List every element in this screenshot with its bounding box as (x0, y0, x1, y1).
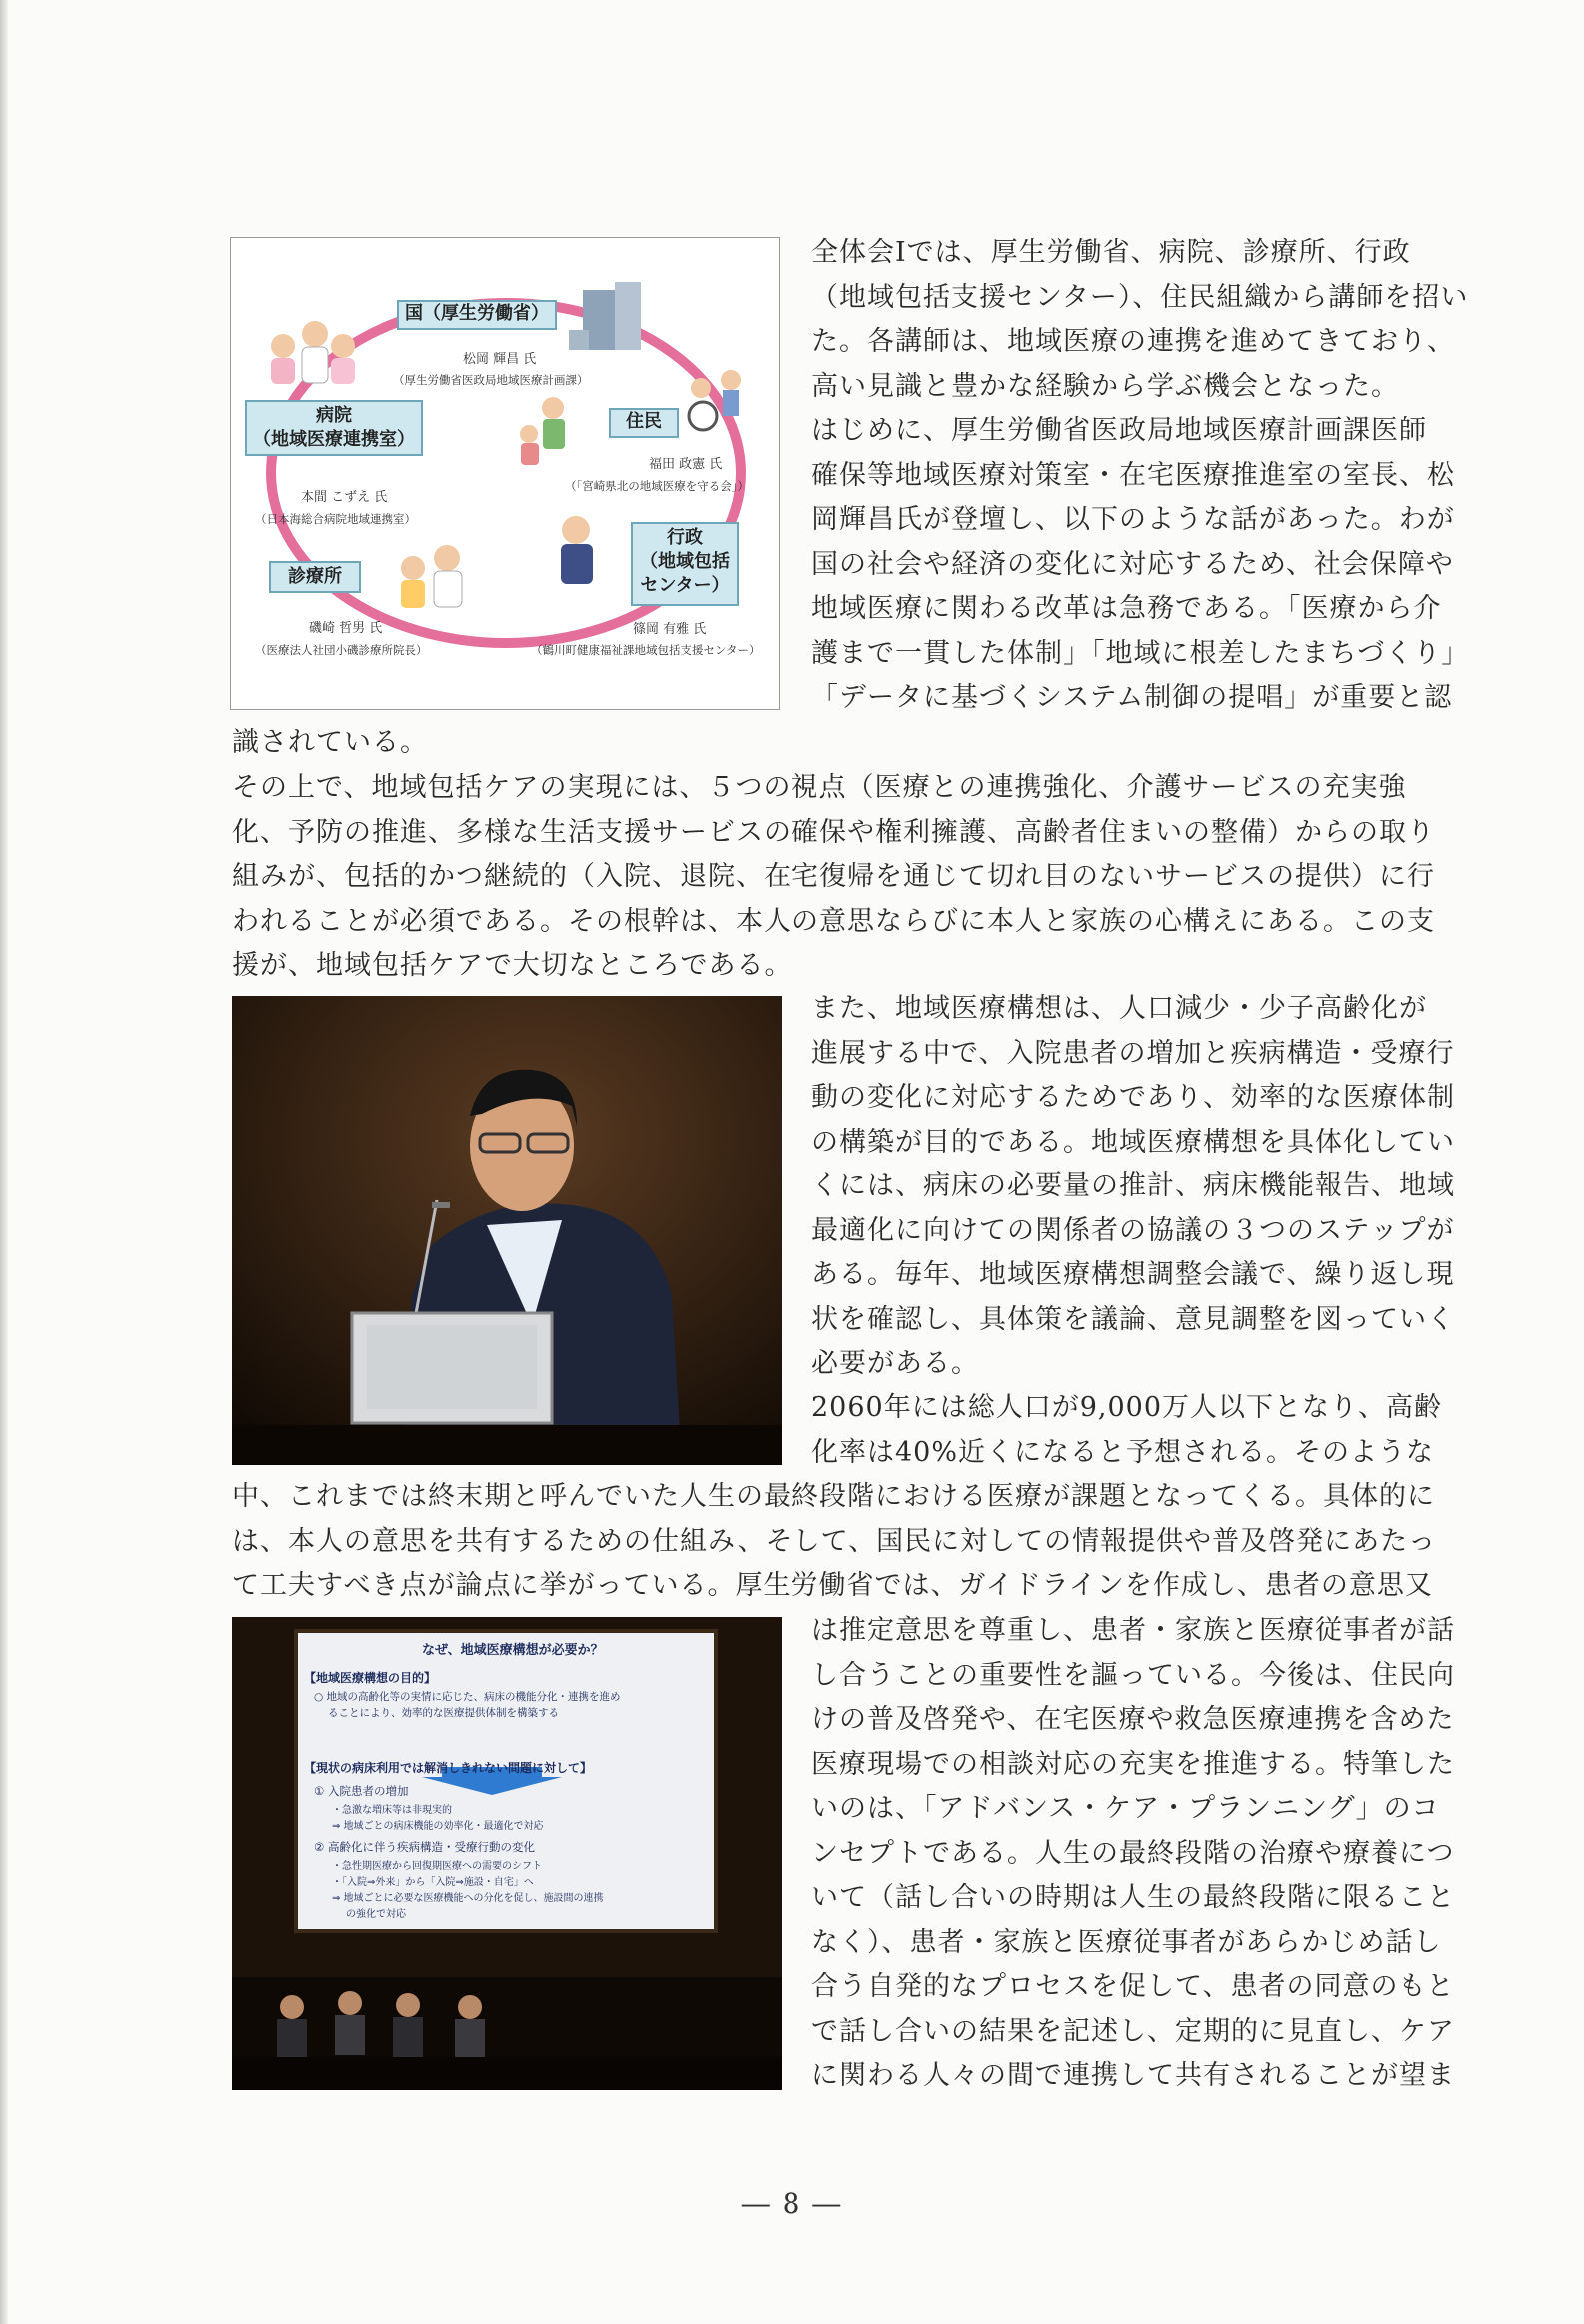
lecture-slide-photo (232, 1617, 782, 2090)
administration-affiliation: （鶴川町健康福祉課地域包括支援センター） (531, 643, 761, 657)
paragraph-speaker-matsuoka (811, 409, 1487, 721)
slide-line: の強化で対応 (346, 1909, 406, 1920)
text-line: に関わる人々の間で連携して共有されることが望ま (811, 2060, 1455, 2091)
clinic-affiliation: （医療法人社団小磯診療所院長） (255, 643, 428, 657)
text-line: また、地域医療構想は、人口減少・少子高齢化が (811, 993, 1427, 1024)
text-line: くには、病床の必要量の推計、病床機能報告、地域 (811, 1170, 1455, 1201)
text-line: 岡輝昌氏が登壇し、以下のような話があった。わが (811, 504, 1455, 535)
text-line: 護まで一貫した体制」「地域に根差したまちづくり」 (811, 637, 1470, 669)
text-line: ある。毎年、地域医療構想調整会議で、繰り返し現 (811, 1259, 1455, 1290)
paragraph-end-of-life (232, 1475, 1487, 1609)
text-line: ンセプトである。人生の最終段階の治療や療養につ (811, 1837, 1455, 1869)
paragraph-intro (811, 231, 1487, 409)
administration-label-line2: （地域包括 (640, 551, 730, 572)
text-line: 2060年には総人口が9,000万人以下となり、高齢 (811, 1392, 1443, 1423)
paragraph-regional-plan (811, 987, 1487, 1387)
administration-label-line1: 行政 (667, 527, 703, 548)
paragraph-acp (811, 1609, 1487, 2099)
slide-line: ① 入院患者の増加 (314, 1784, 409, 1798)
slide-line: ○ 地域の高齢化等の実情に応じた、病床の機能分化・連携を進め (314, 1691, 621, 1703)
text-line: けの普及啓発や、在宅医療や救急医療連携を含めた (811, 1704, 1455, 1735)
slide-line: ・「入院⇒外来」から「入院⇒施設・自宅」へ (332, 1877, 534, 1888)
text-line: た。各講師は、地域医療の連携を進めてきており、 (811, 326, 1455, 357)
text-line: 中、これまでは終末期と呼んでいた人生の最終段階における医療が課題となってくる。具体的に (232, 1481, 1435, 1512)
slide-title: なぜ、地域医療構想が必要か？ (422, 1643, 604, 1658)
administration-person: 篠岡 有雅 氏 (633, 622, 707, 637)
speaker-photo-image (232, 996, 782, 1465)
text-line: 国の社会や経済の変化に対応するため、社会保障や (811, 548, 1454, 580)
page-number: ― 8 ― (741, 2187, 843, 2220)
administration-label-line3: センター） (640, 575, 730, 596)
clinic-label: 診療所 (269, 561, 361, 593)
slide-line: ② 高齢化に伴う疾病構造・受療行動の変化 (314, 1840, 535, 1854)
text-line: は推定意思を尊重し、患者・家族と医療従事者が話 (811, 1615, 1455, 1646)
clinic-person: 磯崎 哲男 氏 (309, 621, 383, 636)
text-line: いて（話し合いの時期は人生の最終段階に限ること (811, 1882, 1455, 1913)
text-line: 援が、地域包括ケアで大切なところである。 (232, 950, 792, 981)
slide-line: ることにより、効率的な医療提供体制を構築する (328, 1707, 559, 1719)
text-line: 医療現場での相談対応の充実を推進する。特筆した (811, 1748, 1455, 1780)
paragraph-population (811, 1386, 1487, 1475)
government-label: 国（厚生労働省） (397, 300, 557, 330)
text-line: 動の変化に対応するためであり、効率的な医療体制 (811, 1082, 1455, 1113)
hospital-label (245, 400, 423, 456)
resident-person: 福田 政憲 氏 (649, 457, 723, 472)
text-line: いのは、「アドバンス・ケア・プランニング」のコ (811, 1793, 1440, 1824)
resident-label: 住民 (609, 408, 679, 438)
text-line: 化、予防の推進、多様な生活支援サービスの確保や権利擁護、高齢者住まいの整備）からの取り (232, 816, 1435, 848)
text-line: われることが必須である。その根幹は、本人の意思ならびに本人と家族の心構えにある。この支 (232, 905, 1435, 937)
text-line: 合う自発的なプロセスを促して、患者の同意のもと (811, 1971, 1455, 2002)
hospital-person: 本間 こずえ 氏 (301, 490, 388, 505)
text-line: し合うことの重要性を謳っている。今後は、住民向 (811, 1659, 1455, 1691)
speaker-photo (232, 996, 782, 1465)
text-line: 高い見識と豊かな経験から学ぶ機会となった。 (811, 370, 1399, 402)
text-line: 状を確認し、具体策を議論、意見調整を図っていく (811, 1303, 1455, 1335)
slide-line: ⇒ 地域ごとに必要な医療機能への分化を促し、施設間の連携 (332, 1893, 604, 1904)
text-line: 組みが、包括的かつ継続的（入院、退院、在宅復帰を通じて切れ目のないサービスの提供）に行 (232, 861, 1435, 892)
text-line: 「データに基づくシステム制御の提唱」が重要と認 (811, 682, 1453, 713)
slide-heading-purpose: 【地域医療構想の目的】 (304, 1671, 437, 1685)
slide-line: ・急性期医療から回復期医療への需要のシフト (332, 1861, 542, 1872)
text-line: その上で、地域包括ケアの実現には、５つの視点（医療との連携強化、介護サービスの充実強 (232, 772, 1407, 803)
text-line: 確保等地域医療対策室・在宅医療推進室の室長、松 (811, 459, 1455, 491)
paragraph-community-care (232, 766, 1487, 989)
text-line: の構築が目的である。地域医療構想を具体化してい (811, 1126, 1455, 1158)
text-line: で話し合いの結果を記述し、定期的に見直し、ケア (811, 2015, 1455, 2047)
text-line: 必要がある。 (811, 1348, 979, 1379)
hospital-affiliation: （日本海総合病院地域連携室） (255, 512, 416, 526)
text-line: て工夫すべき点が論点に挙がっている。厚生労働省では、ガイドラインを作成し、患者の意思又 (232, 1570, 1433, 1601)
slide-line: ・急激な増床等は非現実的 (332, 1805, 452, 1816)
text-line: はじめに、厚生労働省医政局地域医療計画課医師 (811, 415, 1427, 446)
text-line: 化率は40%近くになると予想される。そのような (811, 1436, 1435, 1468)
paragraph-speaker-matsuoka-tail: 識されている。 (232, 727, 428, 758)
text-line: 最適化に向けての関係者の協議の３つのステップが (811, 1214, 1455, 1246)
page-edge (0, 0, 8, 2324)
resident-affiliation: （「宮崎県北の地域医療を守る会」） (565, 479, 749, 493)
text-line: は、本人の意思を共有するための仕組み、そして、国民に対しての情報提供や普及啓発にあたっ (232, 1525, 1437, 1557)
government-person: 松岡 輝昌 氏 (463, 352, 537, 367)
text-line: 進展する中で、入院患者の増加と疾病構造・受療行 (811, 1037, 1455, 1069)
administration-label (631, 522, 739, 606)
regional-collaboration-diagram (230, 237, 780, 710)
text-line: 地域医療に関わる改革は急務である。「医療から介 (811, 593, 1442, 624)
slide-heading-issues: 【現状の病床利用では解消しきれない問題に対して】 (304, 1761, 593, 1775)
government-affiliation: （厚生労働省医政局地域医療計画課） (393, 373, 589, 387)
slide-line: ⇒ 地域ごとの病床機能の効率化・最適化で対応 (332, 1821, 544, 1832)
text-line: （地域包括支援センター）、住民組織から講師を招い (811, 281, 1469, 313)
text-line: なく）、患者・家族と医療従事者があらかじめ話し (811, 1926, 1442, 1958)
text-line: 全体会Ⅰでは、厚生労働省、病院、診療所、行政 (811, 237, 1411, 268)
hospital-label-line1: 病院 (316, 405, 352, 426)
hospital-label-line2: （地域医療連携室） (253, 429, 415, 450)
